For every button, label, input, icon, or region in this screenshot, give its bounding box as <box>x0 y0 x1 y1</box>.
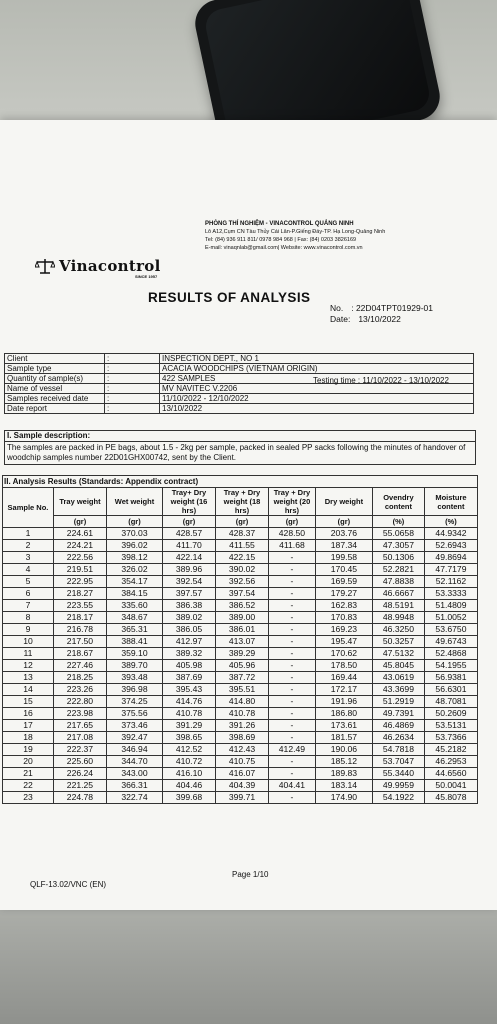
table-cell: 51.2919 <box>372 696 424 708</box>
column-header: Moisture content <box>424 488 477 516</box>
table-cell: 386.05 <box>163 624 216 636</box>
column-header: Ovendry content <box>372 488 424 516</box>
column-header: Tray+ Dry weight (16 hrs) <box>163 488 216 516</box>
table-cell: 46.6667 <box>372 588 424 600</box>
table-cell: 397.54 <box>216 588 269 600</box>
info-value: MV NAVITEC V.2206 <box>160 384 474 394</box>
table-cell: 222.80 <box>53 696 106 708</box>
table-row <box>3 528 478 540</box>
table-cell: 225.60 <box>53 756 106 768</box>
table-cell: 222.95 <box>53 576 106 588</box>
table-row <box>3 660 478 672</box>
table-cell: 391.29 <box>163 720 216 732</box>
table-cell: 50.1306 <box>372 552 424 564</box>
table-cell: - <box>269 756 316 768</box>
table-cell: 223.98 <box>53 708 106 720</box>
info-value: 13/10/2022 <box>160 404 474 414</box>
document-meta <box>330 303 433 325</box>
table-cell: - <box>269 684 316 696</box>
table-cell: 199.58 <box>315 552 372 564</box>
table-cell: 52.2821 <box>372 564 424 576</box>
lab-name: PHÒNG THÍ NGHIỆM - VINACONTROL QUẢNG NINH <box>205 221 354 227</box>
info-label: Date report <box>5 404 105 414</box>
table-cell: 397.57 <box>163 588 216 600</box>
table-cell: 395.43 <box>163 684 216 696</box>
table-cell: 326.02 <box>106 564 162 576</box>
table-cell: 5 <box>3 576 54 588</box>
column-header: Tray + Dry weight (18 hrs) <box>216 488 269 516</box>
table-cell: 412.97 <box>163 636 216 648</box>
table-cell: 223.26 <box>53 684 106 696</box>
table-row <box>3 684 478 696</box>
table-cell: 45.2182 <box>424 744 477 756</box>
table-cell: 411.70 <box>163 540 216 552</box>
table-cell: 55.0658 <box>372 528 424 540</box>
info-row <box>5 384 474 394</box>
table-cell: 392.56 <box>216 576 269 588</box>
table-cell: 389.02 <box>163 612 216 624</box>
table-cell: 48.9948 <box>372 612 424 624</box>
table-cell: 54.1922 <box>372 792 424 804</box>
table-cell: 389.96 <box>163 564 216 576</box>
table-cell: 3 <box>3 552 54 564</box>
table-cell: 399.68 <box>163 792 216 804</box>
table-cell: - <box>269 588 316 600</box>
table-cell: 2 <box>3 540 54 552</box>
info-row <box>5 354 474 364</box>
table-cell: 21 <box>3 768 54 780</box>
table-cell: - <box>269 636 316 648</box>
info-colon: : <box>105 354 160 364</box>
table-cell: 428.37 <box>216 528 269 540</box>
table-cell: 178.50 <box>315 660 372 672</box>
info-value: ACACIA WOODCHIPS (VIETNAM ORIGIN) <box>160 364 474 374</box>
table-cell: 217.50 <box>53 636 106 648</box>
table-cell: 50.3257 <box>372 636 424 648</box>
table-cell: 50.2609 <box>424 708 477 720</box>
info-colon: : <box>105 374 160 384</box>
table-cell: 191.96 <box>315 696 372 708</box>
table-cell: - <box>269 624 316 636</box>
column-unit: (gr) <box>53 516 106 528</box>
table-cell: 428.57 <box>163 528 216 540</box>
table-cell: - <box>269 576 316 588</box>
table-cell: 10 <box>3 636 54 648</box>
table-cell: - <box>269 648 316 660</box>
document-title: RESULTS OF ANALYSIS <box>148 290 311 305</box>
table-cell: 1 <box>3 528 54 540</box>
table-cell: - <box>269 696 316 708</box>
table-cell: 412.43 <box>216 744 269 756</box>
table-cell: 49.8694 <box>424 552 477 564</box>
table-cell: 396.02 <box>106 540 162 552</box>
table-cell: 410.78 <box>216 708 269 720</box>
table-row <box>3 552 478 564</box>
table-cell: 224.78 <box>53 792 106 804</box>
lab-email: E-mail: vinaqnlab@gmail.com| Website: www.vinacontrol.com.vn <box>205 245 363 251</box>
form-code: QLF-13.02/VNC (EN) <box>30 880 107 889</box>
table-cell: 411.68 <box>269 540 316 552</box>
table-cell: 169.23 <box>315 624 372 636</box>
table-cell: 222.37 <box>53 744 106 756</box>
page-number: Page 1/10 <box>232 870 269 879</box>
table-cell: 389.32 <box>163 648 216 660</box>
table-row <box>3 588 478 600</box>
table-cell: 392.47 <box>106 732 162 744</box>
table-cell: 365.31 <box>106 624 162 636</box>
table-cell: 4 <box>3 564 54 576</box>
table-cell: 322.74 <box>106 792 162 804</box>
table-cell: 389.00 <box>216 612 269 624</box>
table-cell: 47.5132 <box>372 648 424 660</box>
table-cell: 179.27 <box>315 588 372 600</box>
table-cell: 217.08 <box>53 732 106 744</box>
table-row <box>3 744 478 756</box>
column-header: Wet weight <box>106 488 162 516</box>
column-header: Sample No. <box>3 488 54 528</box>
table-row <box>3 732 478 744</box>
table-cell: 398.69 <box>216 732 269 744</box>
table-cell: 7 <box>3 600 54 612</box>
info-value: 422 SAMPLES <box>160 374 474 384</box>
table-cell: 413.07 <box>216 636 269 648</box>
table-cell: - <box>269 600 316 612</box>
table-cell: 390.02 <box>216 564 269 576</box>
info-colon: : <box>105 384 160 394</box>
table-cell: 47.3057 <box>372 540 424 552</box>
table-cell: 19 <box>3 744 54 756</box>
table-cell: 55.3440 <box>372 768 424 780</box>
table-cell: 44.6560 <box>424 768 477 780</box>
table-cell: 46.4869 <box>372 720 424 732</box>
table-cell: 187.34 <box>315 540 372 552</box>
info-row <box>5 364 474 374</box>
table-cell: 416.10 <box>163 768 216 780</box>
table-cell: 218.17 <box>53 612 106 624</box>
table-cell: 51.0052 <box>424 612 477 624</box>
column-unit: (%) <box>372 516 424 528</box>
table-cell: 359.10 <box>106 648 162 660</box>
table-cell: 52.4868 <box>424 648 477 660</box>
table-cell: 189.83 <box>315 768 372 780</box>
table-cell: 23 <box>3 792 54 804</box>
table-cell: 52.6943 <box>424 540 477 552</box>
analysis-title: II. Analysis Results (Standards: Appendix contract) <box>3 476 478 488</box>
table-cell: 226.24 <box>53 768 106 780</box>
table-cell: 375.56 <box>106 708 162 720</box>
table-cell: 43.3699 <box>372 684 424 696</box>
table-row <box>3 540 478 552</box>
table-cell: 387.72 <box>216 672 269 684</box>
table-cell: 218.67 <box>53 648 106 660</box>
table-cell: 43.0619 <box>372 672 424 684</box>
table-cell: 387.69 <box>163 672 216 684</box>
table-row <box>3 636 478 648</box>
column-unit: (gr) <box>216 516 269 528</box>
table-cell: 348.67 <box>106 612 162 624</box>
table-cell: 396.98 <box>106 684 162 696</box>
table-cell: - <box>269 672 316 684</box>
table-cell: 56.9381 <box>424 672 477 684</box>
table-cell: 386.38 <box>163 600 216 612</box>
table-cell: 386.01 <box>216 624 269 636</box>
table-cell: 14 <box>3 684 54 696</box>
table-cell: 53.7366 <box>424 732 477 744</box>
table-cell: 52.1162 <box>424 576 477 588</box>
table-row <box>3 576 478 588</box>
info-colon: : <box>105 394 160 404</box>
table-cell: 412.49 <box>269 744 316 756</box>
table-cell: 8 <box>3 612 54 624</box>
table-cell: 162.83 <box>315 600 372 612</box>
table-cell: 50.0041 <box>424 780 477 792</box>
table-cell: 185.12 <box>315 756 372 768</box>
info-row <box>5 404 474 414</box>
table-cell: 422.15 <box>216 552 269 564</box>
table-cell: 195.47 <box>315 636 372 648</box>
table-cell: 173.61 <box>315 720 372 732</box>
scales-logo-icon <box>35 258 55 274</box>
table-cell: 404.41 <box>269 780 316 792</box>
table-cell: - <box>269 732 316 744</box>
table-cell: 6 <box>3 588 54 600</box>
table-cell: 343.00 <box>106 768 162 780</box>
table-cell: 54.1955 <box>424 660 477 672</box>
table-cell: 227.46 <box>53 660 106 672</box>
analysis-results-table <box>2 475 478 804</box>
logo-text: Vinacontrol <box>59 257 161 275</box>
table-cell: 410.72 <box>163 756 216 768</box>
column-unit: (gr) <box>269 516 316 528</box>
lab-header <box>205 220 475 252</box>
table-cell: 411.55 <box>216 540 269 552</box>
table-cell: 398.65 <box>163 732 216 744</box>
info-label: Samples received date <box>5 394 105 404</box>
table-cell: 366.31 <box>106 780 162 792</box>
report-date: 13/10/2022 <box>358 314 401 324</box>
table-row <box>3 756 478 768</box>
table-cell: 53.5131 <box>424 720 477 732</box>
table-cell: 45.8045 <box>372 660 424 672</box>
table-cell: 47.7179 <box>424 564 477 576</box>
table-cell: 49.9959 <box>372 780 424 792</box>
table-cell: 374.25 <box>106 696 162 708</box>
table-row <box>3 696 478 708</box>
table-cell: 181.57 <box>315 732 372 744</box>
table-cell: - <box>269 564 316 576</box>
table-cell: 53.3333 <box>424 588 477 600</box>
table-row <box>3 792 478 804</box>
table-cell: 51.4809 <box>424 600 477 612</box>
table-cell: 388.41 <box>106 636 162 648</box>
table-cell: 49.6743 <box>424 636 477 648</box>
table-cell: - <box>269 660 316 672</box>
table-cell: 414.76 <box>163 696 216 708</box>
table-cell: 405.98 <box>163 660 216 672</box>
table-row <box>3 720 478 732</box>
table-cell: 410.78 <box>163 708 216 720</box>
table-cell: 414.80 <box>216 696 269 708</box>
info-label: Sample type <box>5 364 105 374</box>
sample-description-title: I. Sample description: <box>5 431 475 442</box>
info-label: Name of vessel <box>5 384 105 394</box>
table-cell: 48.5191 <box>372 600 424 612</box>
table-cell: 217.65 <box>53 720 106 732</box>
table-cell: 393.48 <box>106 672 162 684</box>
table-cell: 389.70 <box>106 660 162 672</box>
lab-phone: Tel: (84) 936 911 811/ 0978 984 968 | Fax: (84) 0203 3826169 <box>205 237 357 243</box>
table-row <box>3 612 478 624</box>
table-cell: 56.6301 <box>424 684 477 696</box>
table-cell: 218.27 <box>53 588 106 600</box>
table-cell: 346.94 <box>106 744 162 756</box>
table-cell: 20 <box>3 756 54 768</box>
table-cell: 17 <box>3 720 54 732</box>
table-cell: - <box>269 792 316 804</box>
report-number: : 22D04TPT01929-01 <box>351 303 433 313</box>
table-row <box>3 780 478 792</box>
table-cell: - <box>269 768 316 780</box>
table-cell: 170.62 <box>315 648 372 660</box>
table-cell: 392.54 <box>163 576 216 588</box>
table-cell: 169.44 <box>315 672 372 684</box>
table-cell: - <box>269 612 316 624</box>
column-header: Tray + Dry weight (20 hrs) <box>269 488 316 516</box>
table-cell: 404.39 <box>216 780 269 792</box>
table-row <box>3 648 478 660</box>
table-cell: 169.59 <box>315 576 372 588</box>
table-cell: 386.52 <box>216 600 269 612</box>
table-cell: 172.17 <box>315 684 372 696</box>
logo-since: SINCE 1957 <box>135 274 158 279</box>
column-unit: (gr) <box>106 516 162 528</box>
table-cell: 370.03 <box>106 528 162 540</box>
table-cell: 170.83 <box>315 612 372 624</box>
table-cell: 183.14 <box>315 780 372 792</box>
table-cell: 48.7081 <box>424 696 477 708</box>
info-value: 11/10/2022 - 12/10/2022 <box>160 394 474 404</box>
table-cell: 389.29 <box>216 648 269 660</box>
table-cell: 221.25 <box>53 780 106 792</box>
table-cell: 404.46 <box>163 780 216 792</box>
company-logo <box>35 257 161 275</box>
sample-description-body: The samples are packed in PE bags, about 1.5 - 2kg per sample, packed in sealed PP sacks following the minutes of handover of woodchip samples number 22D01GHX00742, sent by the Client. <box>7 443 466 462</box>
table-cell: 45.8078 <box>424 792 477 804</box>
column-unit: (%) <box>424 516 477 528</box>
sample-description <box>4 430 476 465</box>
column-header: Dry weight <box>315 488 372 516</box>
table-row <box>3 564 478 576</box>
column-header: Tray weight <box>53 488 106 516</box>
info-label: Client <box>5 354 105 364</box>
table-cell: 174.90 <box>315 792 372 804</box>
lab-address: Lô A12,Cụm CN Tàu Thủy Cái Lân-P.Giếng Đáy-TP. Hạ Long-Quảng Ninh <box>205 229 386 235</box>
info-colon: : <box>105 364 160 374</box>
column-unit: (gr) <box>163 516 216 528</box>
table-cell: 398.12 <box>106 552 162 564</box>
paper-sheet <box>0 120 497 910</box>
table-cell: 44.9342 <box>424 528 477 540</box>
table-cell: 399.71 <box>216 792 269 804</box>
table-cell: 13 <box>3 672 54 684</box>
table-cell: 219.51 <box>53 564 106 576</box>
info-colon: : <box>105 404 160 414</box>
table-cell: 16 <box>3 708 54 720</box>
table-cell: 53.6750 <box>424 624 477 636</box>
table-cell: 373.46 <box>106 720 162 732</box>
fabric-background <box>0 900 497 1024</box>
table-cell: 170.45 <box>315 564 372 576</box>
table-cell: 47.8838 <box>372 576 424 588</box>
table-cell: 405.96 <box>216 660 269 672</box>
table-cell: 186.80 <box>315 708 372 720</box>
table-cell: 391.26 <box>216 720 269 732</box>
table-cell: 354.17 <box>106 576 162 588</box>
column-unit: (gr) <box>315 516 372 528</box>
table-row <box>3 600 478 612</box>
table-cell: 222.56 <box>53 552 106 564</box>
table-row <box>3 624 478 636</box>
table-cell: 224.61 <box>53 528 106 540</box>
table-cell: 49.7391 <box>372 708 424 720</box>
table-cell: 395.51 <box>216 684 269 696</box>
table-cell: 46.3250 <box>372 624 424 636</box>
report-date-label: Date: <box>330 314 351 324</box>
table-cell: 12 <box>3 660 54 672</box>
info-label: Quantity of sample(s) <box>5 374 105 384</box>
table-cell: 384.15 <box>106 588 162 600</box>
table-cell: 422.14 <box>163 552 216 564</box>
table-cell: 15 <box>3 696 54 708</box>
table-cell: 46.2953 <box>424 756 477 768</box>
table-cell: 9 <box>3 624 54 636</box>
table-cell: 11 <box>3 648 54 660</box>
table-cell: 18 <box>3 732 54 744</box>
table-cell: 190.06 <box>315 744 372 756</box>
table-cell: - <box>269 552 316 564</box>
table-cell: - <box>269 708 316 720</box>
table-row <box>3 768 478 780</box>
info-value: INSPECTION DEPT., NO 1 <box>160 354 474 364</box>
table-cell: 203.76 <box>315 528 372 540</box>
table-row <box>3 708 478 720</box>
table-cell: 344.70 <box>106 756 162 768</box>
table-cell: 223.55 <box>53 600 106 612</box>
table-cell: 224.21 <box>53 540 106 552</box>
table-cell: 428.50 <box>269 528 316 540</box>
report-number-label: No. <box>330 303 344 313</box>
testing-time: Testing time : 11/10/2022 - 13/10/2022 <box>313 376 449 385</box>
table-cell: 46.2634 <box>372 732 424 744</box>
table-cell: - <box>269 720 316 732</box>
table-cell: 335.60 <box>106 600 162 612</box>
table-cell: 54.7818 <box>372 744 424 756</box>
table-cell: 410.75 <box>216 756 269 768</box>
table-cell: 412.52 <box>163 744 216 756</box>
table-cell: 22 <box>3 780 54 792</box>
table-cell: 53.7047 <box>372 756 424 768</box>
table-cell: 216.78 <box>53 624 106 636</box>
table-row <box>3 672 478 684</box>
table-cell: 416.07 <box>216 768 269 780</box>
info-row <box>5 394 474 404</box>
table-cell: 218.25 <box>53 672 106 684</box>
